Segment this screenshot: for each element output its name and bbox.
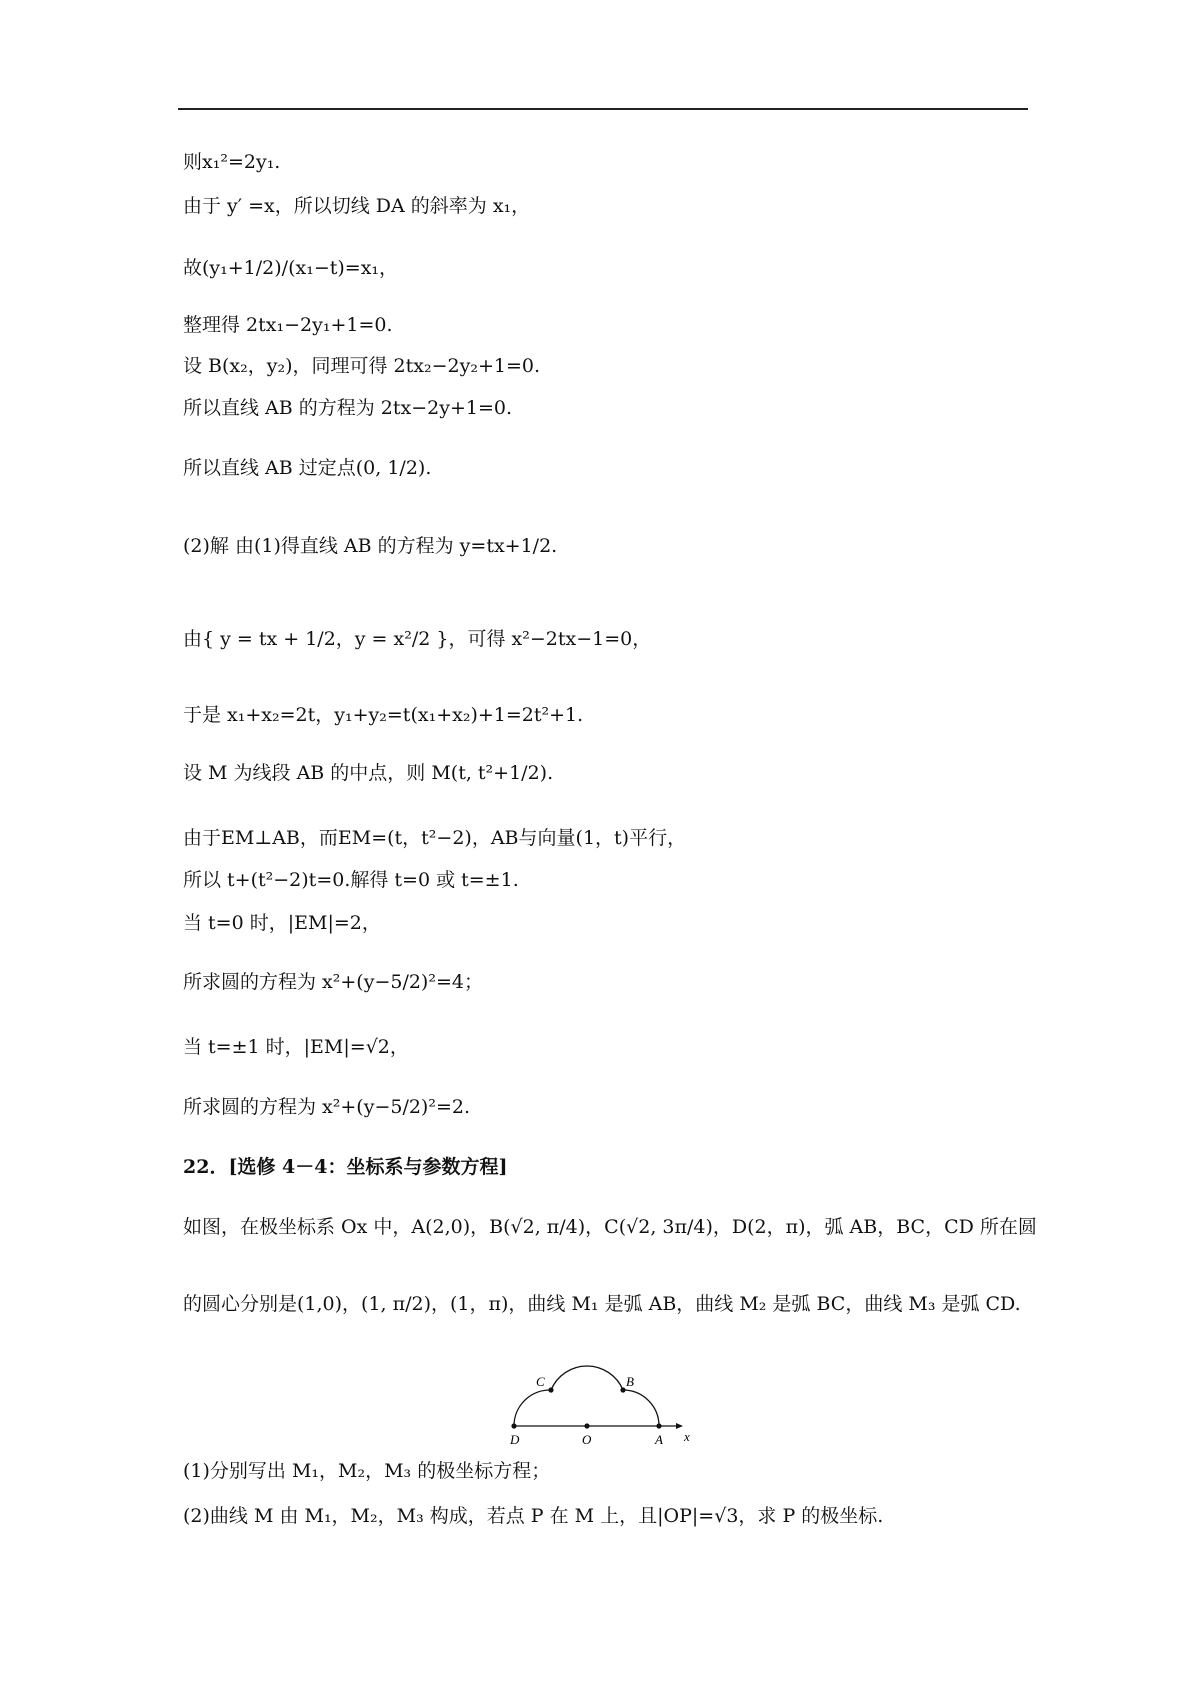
polar-arc-diagram xyxy=(500,1340,720,1448)
point-o xyxy=(584,1423,589,1428)
point-a xyxy=(656,1423,661,1428)
label-a: A xyxy=(655,1432,663,1447)
text-line: (2)解 由(1)得直线 AB 的方程为 y=tx+1/2. xyxy=(183,535,558,557)
text-line: 当 t=±1 时，|EM|=√2， xyxy=(183,1036,409,1058)
text-line: 由{ y = tx + 1/2，y = x²/2 }，可得 x²−2tx−1=0， xyxy=(183,628,652,650)
text-line: 于是 x₁+x₂=2t，y₁+y₂=t(x₁+x₂)+1=2t²+1. xyxy=(183,704,584,726)
text-line: 所求圆的方程为 x²+(y−5/2)²=2. xyxy=(183,1096,471,1118)
header-rule xyxy=(178,108,1028,110)
text-line: 由于EM⊥AB，而EM=(t，t²−2)，AB与向量(1，t)平行， xyxy=(183,827,687,849)
section-heading: 22．[选修 4－4：坐标系与参数方程] xyxy=(183,1156,508,1178)
text-line: (1)分别写出 M₁，M₂，M₃ 的极坐标方程； xyxy=(183,1460,551,1482)
arc-ab xyxy=(623,1390,659,1426)
label-c: C xyxy=(536,1374,545,1389)
text-line: 所以直线 AB 的方程为 2tx−2y+1=0. xyxy=(183,397,513,419)
arc-cd xyxy=(514,1390,551,1426)
text-line: 设 M 为线段 AB 的中点，则 M(t, t²+1/2). xyxy=(183,762,554,784)
text-line: 故(y₁+1/2)/(x₁−t)=x₁， xyxy=(183,257,399,279)
text-line: 则x₁²=2y₁. xyxy=(183,151,281,173)
label-x: x xyxy=(684,1429,690,1444)
arc-bc xyxy=(551,1366,623,1390)
text-line: 当 t=0 时，|EM|=2， xyxy=(183,912,381,934)
text-line: 所以 t+(t²−2)t=0.解得 t=0 或 t=±1. xyxy=(183,869,519,891)
point-d xyxy=(511,1423,516,1428)
text-line: 整理得 2tx₁−2y₁+1=0. xyxy=(183,314,393,336)
text-line: 所以直线 AB 过定点(0, 1/2). xyxy=(183,457,432,479)
point-c xyxy=(548,1387,553,1392)
text-line: (2)曲线 M 由 M₁，M₂，M₃ 构成，若点 P 在 M 上，且|OP|=√3，求 P 的极坐标. xyxy=(183,1505,884,1527)
text-line: 如图，在极坐标系 Ox 中，A(2,0)，B(√2, π/4)，C(√2, 3π/4)，D(2，π)，弧 AB，BC，CD 所在圆 xyxy=(183,1216,1037,1238)
label-d: D xyxy=(510,1432,520,1447)
text-line: 所求圆的方程为 x²+(y−5/2)²=4； xyxy=(183,971,483,993)
point-b xyxy=(620,1387,625,1392)
label-o: O xyxy=(582,1432,592,1447)
text-line: 由于 y′ =x，所以切线 DA 的斜率为 x₁， xyxy=(183,195,531,217)
axis-arrow-icon xyxy=(676,1423,683,1429)
text-line: 设 B(x₂，y₂)，同理可得 2tx₂−2y₂+1=0. xyxy=(183,355,541,377)
label-b: B xyxy=(626,1374,634,1389)
text-line: 的圆心分别是(1,0)，(1, π/2)，(1，π)，曲线 M₁ 是弧 AB，曲线 M₂ 是弧 BC，曲线 M₃ 是弧 CD. xyxy=(183,1293,1021,1315)
